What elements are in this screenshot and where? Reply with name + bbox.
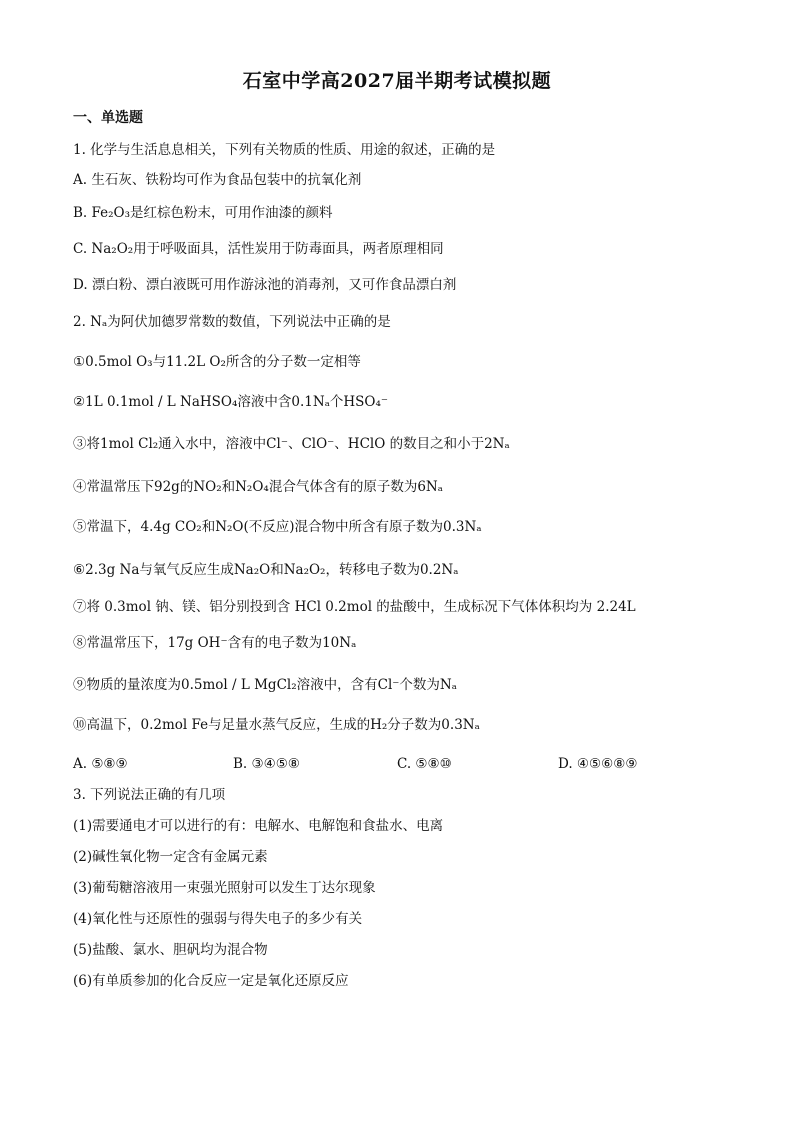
q1-option-c: C. Na₂O₂用于呼吸面具，活性炭用于防毒面具，两者原理相同 bbox=[73, 241, 444, 257]
q2-statement-1: ①0.5mol O₃与11.2L O₂所含的分子数一定相等 bbox=[73, 354, 361, 370]
q2-statement-6: ⑥2.3g Na与氧气反应生成Na₂O和Na₂O₂，转移电子数为0.2Nₐ bbox=[73, 562, 459, 578]
q2-statement-5: ⑤常温下，4.4g CO₂和N₂O(不反应)混合物中所含有原子数为0.3Nₐ bbox=[73, 519, 482, 535]
q2-stem: 2. Nₐ为阿伏加德罗常数的数值，下列说法中正确的是 bbox=[73, 314, 391, 330]
q2-statement-10: ⑩高温下，0.2mol Fe与足量水蒸气反应，生成的H₂分子数为0.3Nₐ bbox=[73, 717, 480, 733]
q1-option-a: A. 生石灰、铁粉均可作为食品包装中的抗氧化剂 bbox=[73, 172, 362, 188]
q3-statement-6: (6)有单质参加的化合反应一定是氧化还原反应 bbox=[73, 973, 349, 989]
q2-option-c: C. ⑤⑧⑩ bbox=[397, 756, 452, 772]
q2-statement-8: ⑧常温常压下，17g OH⁻含有的电子数为10Nₐ bbox=[73, 635, 357, 651]
q3-statement-2: (2)碱性氧化物一定含有金属元素 bbox=[73, 849, 268, 865]
q2-option-d: D. ④⑤⑥⑧⑨ bbox=[558, 756, 638, 772]
page-title: 石室中学高2027届半期考试模拟题 bbox=[242, 70, 552, 92]
q2-option-b: B. ③④⑤⑧ bbox=[233, 756, 300, 772]
q3-statement-5: (5)盐酸、氯水、胆矾均为混合物 bbox=[73, 942, 268, 958]
q2-statement-7: ⑦将 0.3mol 钠、镁、铝分别投到含 HCl 0.2mol 的盐酸中，生成标况下气体体积均为 2.24L bbox=[73, 599, 636, 615]
q2-statement-3: ③将1mol Cl₂通入水中，溶液中Cl⁻、ClO⁻、HClO 的数目之和小于2Nₐ bbox=[73, 436, 510, 452]
q2-statement-2: ②1L 0.1mol / L NaHSO₄溶液中含0.1Nₐ个HSO₄⁻ bbox=[73, 394, 389, 410]
q2-statement-9: ⑨物质的量浓度为0.5mol / L MgCl₂溶液中，含有Cl⁻个数为Nₐ bbox=[73, 677, 457, 693]
q3-statement-3: (3)葡萄糖溶液用一束强光照射可以发生丁达尔现象 bbox=[73, 880, 376, 896]
q1-option-d: D. 漂白粉、漂白液既可用作游泳池的消毒剂，又可作食品漂白剂 bbox=[73, 277, 457, 293]
q1-option-b: B. Fe₂O₃是红棕色粉末，可用作油漆的颜料 bbox=[73, 205, 333, 221]
q2-statement-4: ④常温常压下92g的NO₂和N₂O₄混合气体含有的原子数为6Nₐ bbox=[73, 479, 443, 495]
q3-statement-4: (4)氧化性与还原性的强弱与得失电子的多少有关 bbox=[73, 911, 363, 927]
q3-statement-1: (1)需要通电才可以进行的有：电解水、电解饱和食盐水、电离 bbox=[73, 818, 444, 834]
q1-stem: 1. 化学与生活息息相关，下列有关物质的性质、用途的叙述，正确的是 bbox=[73, 142, 496, 158]
q2-option-a: A. ⑤⑧⑨ bbox=[73, 756, 128, 772]
section-heading: 一、单选题 bbox=[73, 110, 143, 126]
q3-stem: 3. 下列说法正确的有几项 bbox=[73, 787, 226, 803]
